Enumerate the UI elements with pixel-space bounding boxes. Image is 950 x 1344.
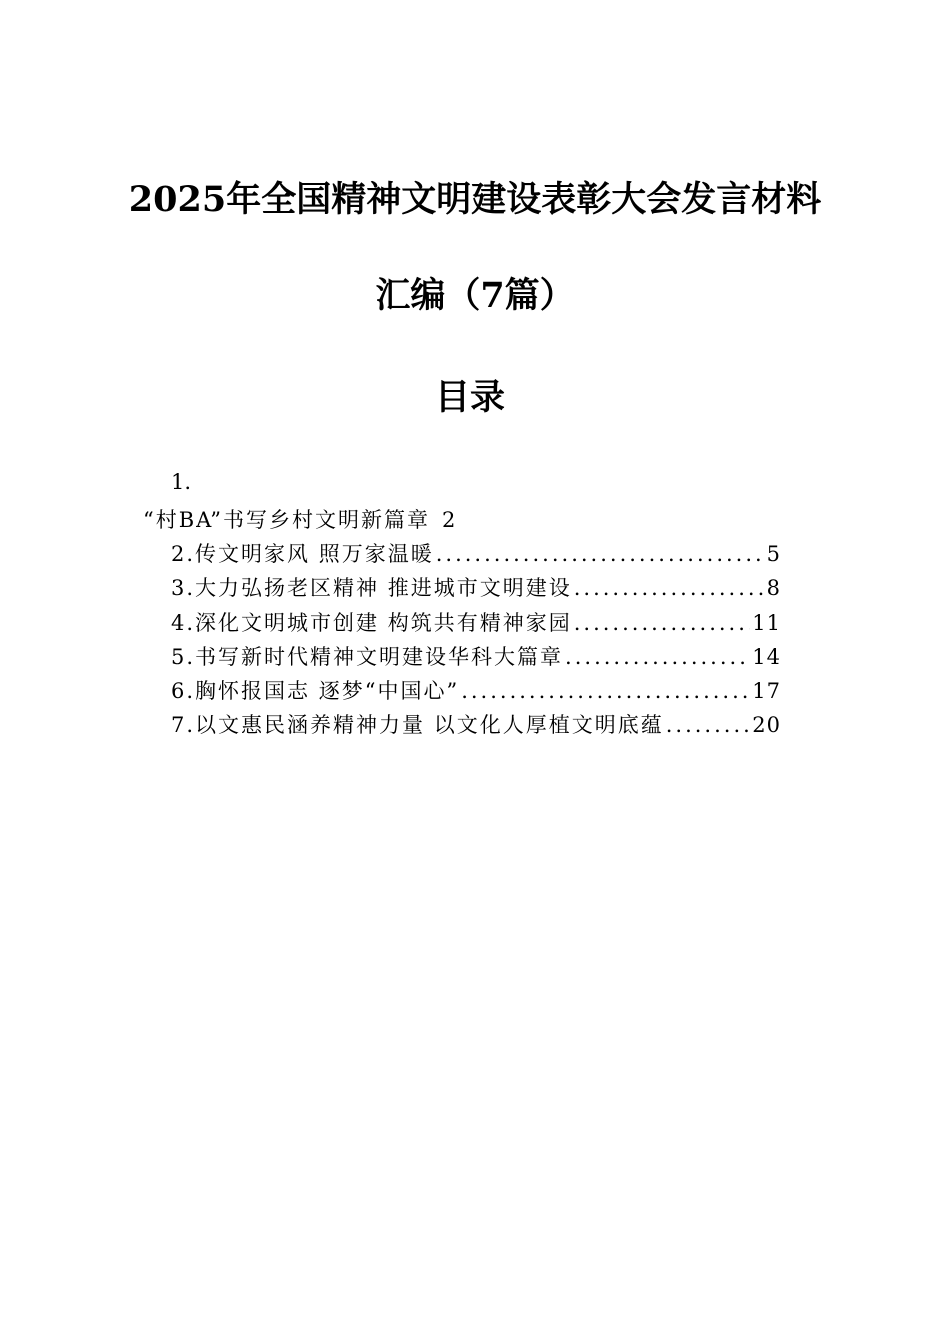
toc-entry-3-page: 8	[766, 576, 781, 600]
document-title-line-1: 2025年全国精神文明建设表彰大会发言材料	[128, 179, 822, 220]
toc-entry-2-number: 2.	[171, 542, 196, 566]
toc-entry-1-text: “村BA”书写乡村文明新篇章	[143, 508, 430, 532]
toc-entry-2-text: 传文明家风 照万家温暖	[195, 542, 434, 566]
toc-dot-leader	[574, 611, 751, 635]
toc-entry-2[interactable]	[171, 538, 781, 568]
toc-entry-1-number: 1.	[171, 470, 192, 494]
toc-entry-3[interactable]	[171, 572, 781, 602]
toc-entry-6-number: 6.	[171, 679, 196, 703]
toc-dot-leader	[461, 679, 750, 703]
toc-dot-leader	[574, 576, 765, 600]
toc-entry-4-number: 4.	[171, 611, 196, 635]
toc-dot-leader	[666, 713, 751, 737]
toc-entry-7-text: 以文惠民涵养精神力量 以文化人厚植文明底蕴	[195, 713, 664, 737]
toc-entry-5[interactable]	[171, 641, 781, 671]
toc-entry-1[interactable]	[143, 504, 457, 534]
toc-dot-leader	[565, 645, 750, 669]
document-title-line-2: 汇编（7篇）	[375, 275, 575, 316]
toc-entry-6[interactable]	[171, 675, 781, 705]
toc-dot-leader	[436, 542, 765, 566]
toc-heading: 目录	[434, 377, 505, 418]
toc-entry-6-text: 胸怀报国志 逐梦“中国心”	[195, 679, 460, 703]
toc-entry-7[interactable]	[171, 709, 781, 739]
toc-entry-3-number: 3.	[171, 576, 196, 600]
toc-entry-7-number: 7.	[171, 713, 196, 737]
toc-entry-5-page: 14	[752, 645, 781, 669]
toc-entry-1-page: 2	[441, 508, 458, 532]
toc-entry-7-page: 20	[752, 713, 781, 737]
toc-entry-4-page: 11	[752, 611, 781, 635]
toc-entry-3-text: 大力弘扬老区精神 推进城市文明建设	[195, 576, 572, 600]
toc-entry-5-text: 书写新时代精神文明建设华科大篇章	[195, 645, 564, 669]
toc-entry-4-text: 深化文明城市创建 构筑共有精神家园	[195, 611, 572, 635]
toc-entry-6-page: 17	[752, 679, 781, 703]
toc-entry-2-page: 5	[766, 542, 781, 566]
toc-entry-5-number: 5.	[171, 645, 196, 669]
toc-entry-4[interactable]	[171, 607, 781, 637]
